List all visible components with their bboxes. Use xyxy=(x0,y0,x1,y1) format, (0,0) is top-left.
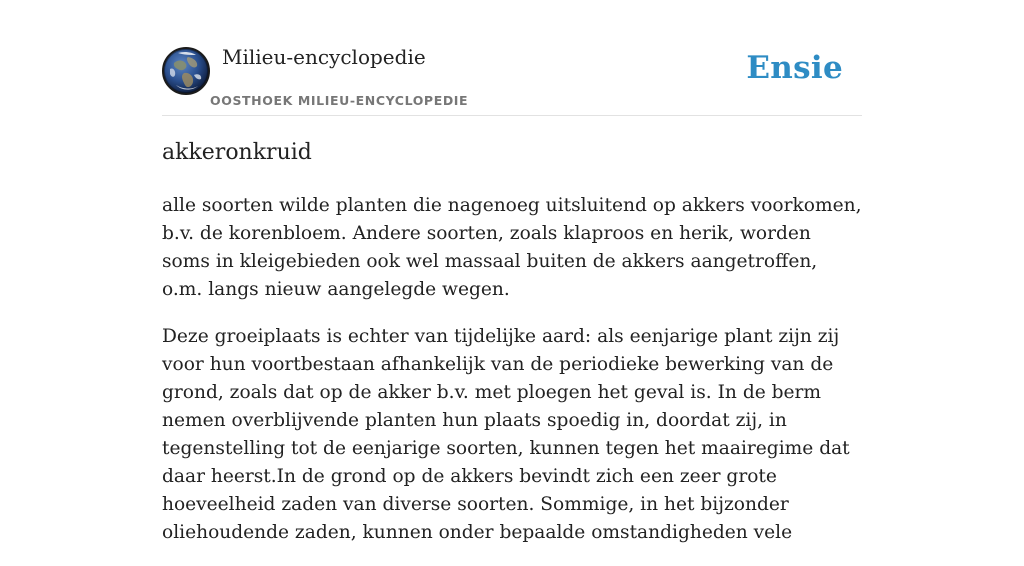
site-title[interactable]: Milieu-encyclopedie xyxy=(222,45,426,69)
earth-globe-icon[interactable] xyxy=(162,47,210,95)
site-subtitle: OOSTHOEK MILIEU-ENCYCLOPEDIE xyxy=(210,93,469,108)
brand-logo[interactable]: Ensie xyxy=(746,50,843,86)
earth-globe-svg xyxy=(164,49,208,93)
article-term: akkeronkruid xyxy=(162,140,312,165)
article-paragraph-2: Deze groeiplaats is echter van tijdelijke aard: als eenjarige plant zijn zij voor hun voortbestaan afhankelijk van de periodieke bewerking van de grond, zoals dat op de akker b.v. met ploegen het geval is. In de berm nemen overblijvende planten hun plaats spoedig in, doordat zij, in tegenstelling tot de eenjarige soorten, kunnen tegen het maairegime dat daar heerst.In de grond op de akkers bevindt zich een zeer grote hoeveelheid zaden van diverse soorten. Sommige, in het bijzonder oliehoudende zaden, kunnen onder bepaalde omstandigheden vele xyxy=(162,326,850,543)
article-paragraph-1: alle soorten wilde planten die nagenoeg uitsluitend op akkers voorkomen, b.v. de korenbloem. Andere soorten, zoals klaproos en herik, worden soms in kleigebieden ook wel massaal buiten de akkers aangetroffen, o.m. langs nieuw aangelegde wegen. xyxy=(162,195,862,300)
article-body xyxy=(162,192,862,566)
site-header xyxy=(162,0,862,116)
page xyxy=(162,0,862,543)
